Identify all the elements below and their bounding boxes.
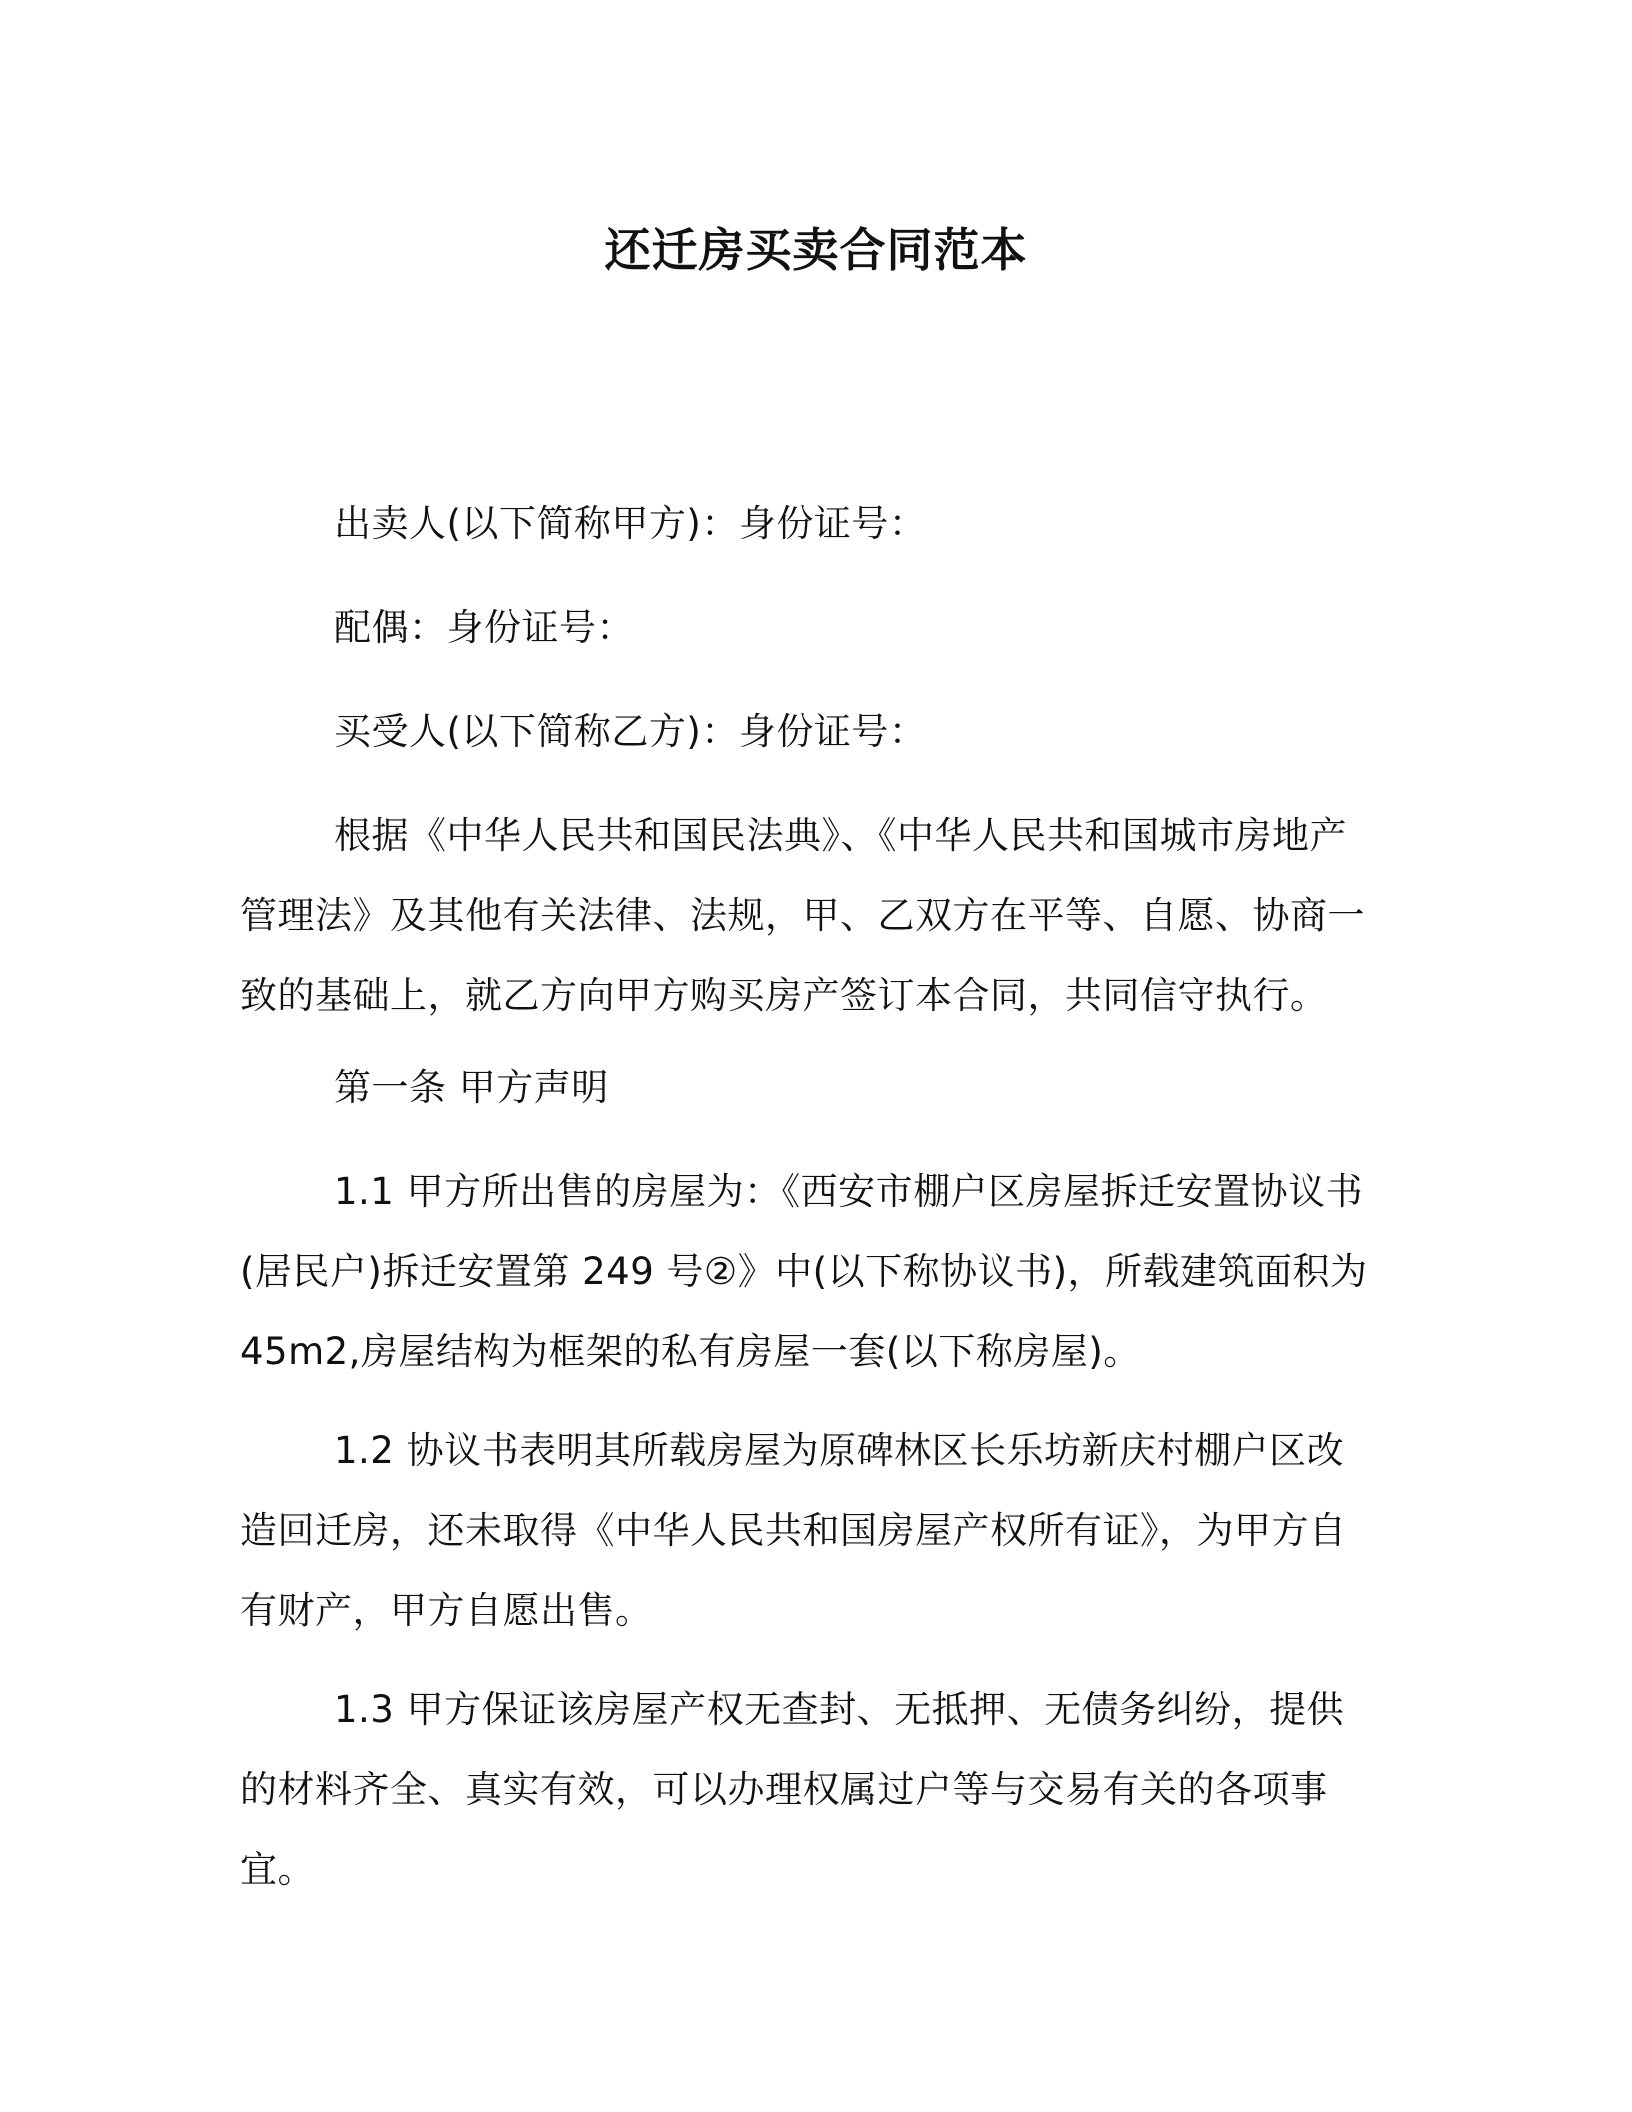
article-heading: 第一条 甲方声明 (334, 1066, 609, 1109)
document-title: 还迁房买卖合同范本 (604, 223, 1028, 277)
preamble-paragraph: 根据《中华人民共和国民法典》、《中华人民共和国城市房地产管理法》及其他有关法律、法规，甲、乙双方在平等、自愿、协商一致的基础上，就乙方向甲方购买房产签订本合同，共同信守执行。 (240, 814, 1365, 1017)
clause-1-2: 1.2 协议书表明其所载房屋为原碑林区长乐坊新庆村棚户区改造回迁房，还未取得《中华人民共和国房屋产权所有证》，为甲方自有财产，甲方自愿出售。 (240, 1429, 1347, 1632)
clause-1-3: 1.3 甲方保证该房屋产权无查封、无抵押、无债务纠纷，提供的材料齐全、真实有效，可以办理权属过户等与交易有关的各项事宜。 (240, 1688, 1345, 1891)
spouse-line: 配偶：身份证号： (334, 606, 634, 649)
seller-line: 出卖人(以下简称甲方)：身份证号： (334, 502, 927, 545)
buyer-line: 买受人(以下简称乙方)：身份证号： (334, 710, 927, 753)
clause-1-1: 1.1 甲方所出售的房屋为：《西安市棚户区房屋拆迁安置协议书(居民户)拆迁安置第 249 号②》中(以下称协议书)，所载建筑面积为45m2,房屋结构为框架的私有房屋一套(以下称房屋)。 (240, 1170, 1368, 1373)
